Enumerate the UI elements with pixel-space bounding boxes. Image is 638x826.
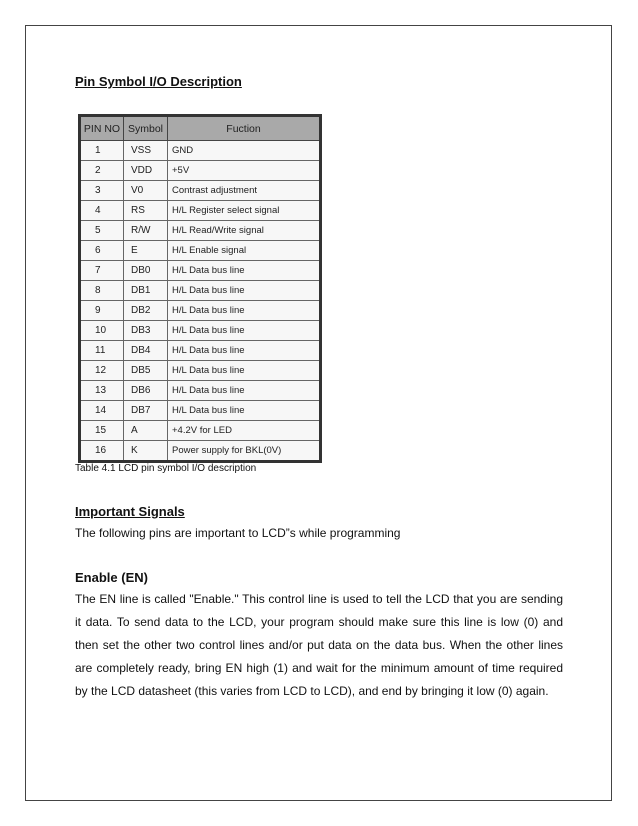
pin-number-cell: 16 xyxy=(80,441,124,462)
function-cell: H/L Data bus line xyxy=(168,341,321,361)
function-cell: H/L Register select signal xyxy=(168,201,321,221)
function-cell: H/L Data bus line xyxy=(168,261,321,281)
header-pin-no: PIN NO xyxy=(80,116,124,141)
table-row xyxy=(80,141,321,161)
pin-number-cell: 10 xyxy=(80,321,124,341)
table-row xyxy=(80,181,321,201)
pin-number-cell: 8 xyxy=(80,281,124,301)
symbol-cell: E xyxy=(124,241,168,261)
symbol-cell: K xyxy=(124,441,168,462)
enable-heading: Enable (EN) xyxy=(75,570,148,585)
symbol-cell: VSS xyxy=(124,141,168,161)
pin-number-cell: 6 xyxy=(80,241,124,261)
pin-number-cell: 14 xyxy=(80,401,124,421)
function-cell: GND xyxy=(168,141,321,161)
function-cell: H/L Data bus line xyxy=(168,381,321,401)
table-row xyxy=(80,201,321,221)
function-cell: H/L Data bus line xyxy=(168,361,321,381)
table-row xyxy=(80,401,321,421)
pin-number-cell: 12 xyxy=(80,361,124,381)
header-function: Fuction xyxy=(168,116,321,141)
function-cell: H/L Data bus line xyxy=(168,401,321,421)
pin-number-cell: 5 xyxy=(80,221,124,241)
function-cell: H/L Read/Write signal xyxy=(168,221,321,241)
table-row xyxy=(80,161,321,181)
function-cell: +5V xyxy=(168,161,321,181)
pin-number-cell: 7 xyxy=(80,261,124,281)
function-cell: Contrast adjustment xyxy=(168,181,321,201)
symbol-cell: R/W xyxy=(124,221,168,241)
pin-number-cell: 15 xyxy=(80,421,124,441)
function-cell: H/L Enable signal xyxy=(168,241,321,261)
pin-number-cell: 11 xyxy=(80,341,124,361)
function-cell: H/L Data bus line xyxy=(168,281,321,301)
table-caption: Table 4.1 LCD pin symbol I/O description xyxy=(75,463,257,474)
function-cell: H/L Data bus line xyxy=(168,301,321,321)
pin-number-cell: 2 xyxy=(80,161,124,181)
table-header-row xyxy=(80,116,321,141)
table-row xyxy=(80,421,321,441)
symbol-cell: RS xyxy=(124,201,168,221)
enable-paragraph: The EN line is called "Enable." This control line is used to tell the LCD that you are sending it data. To send data to the LCD, your program should make sure this line is low (0) and then set the other two control lines and/or put data on the data bus. When the other lines are completely ready, bring EN high (1) and wait for the minimum amount of time required by the LCD datasheet (this varies from LCD to LCD), and end by bringing it low (0) again. xyxy=(75,592,563,698)
pin-number-cell: 3 xyxy=(80,181,124,201)
table-row xyxy=(80,381,321,401)
pin-number-cell: 1 xyxy=(80,141,124,161)
symbol-cell: VDD xyxy=(124,161,168,181)
pin-section-heading: Pin Symbol I/O Description xyxy=(75,74,242,89)
important-signals-heading: Important Signals xyxy=(75,504,185,519)
table-row xyxy=(80,301,321,321)
symbol-cell: A xyxy=(124,421,168,441)
function-cell: Power supply for BKL(0V) xyxy=(168,441,321,462)
symbol-cell: DB3 xyxy=(124,321,168,341)
table-row xyxy=(80,321,321,341)
pin-number-cell: 9 xyxy=(80,301,124,321)
table-row xyxy=(80,441,321,462)
function-cell: +4.2V for LED xyxy=(168,421,321,441)
symbol-cell: V0 xyxy=(124,181,168,201)
important-signals-text: The following pins are important to LCD”s while programming xyxy=(75,526,401,540)
symbol-cell: DB7 xyxy=(124,401,168,421)
table-row xyxy=(80,281,321,301)
symbol-cell: DB2 xyxy=(124,301,168,321)
table-row xyxy=(80,361,321,381)
table-row xyxy=(80,261,321,281)
table-row xyxy=(80,341,321,361)
table-row xyxy=(80,241,321,261)
header-symbol: Symbol xyxy=(124,116,168,141)
symbol-cell: DB5 xyxy=(124,361,168,381)
symbol-cell: DB6 xyxy=(124,381,168,401)
table-row xyxy=(80,221,321,241)
function-cell: H/L Data bus line xyxy=(168,321,321,341)
pin-table xyxy=(78,114,322,463)
symbol-cell: DB0 xyxy=(124,261,168,281)
pin-number-cell: 13 xyxy=(80,381,124,401)
pin-number-cell: 4 xyxy=(80,201,124,221)
symbol-cell: DB1 xyxy=(124,281,168,301)
symbol-cell: DB4 xyxy=(124,341,168,361)
